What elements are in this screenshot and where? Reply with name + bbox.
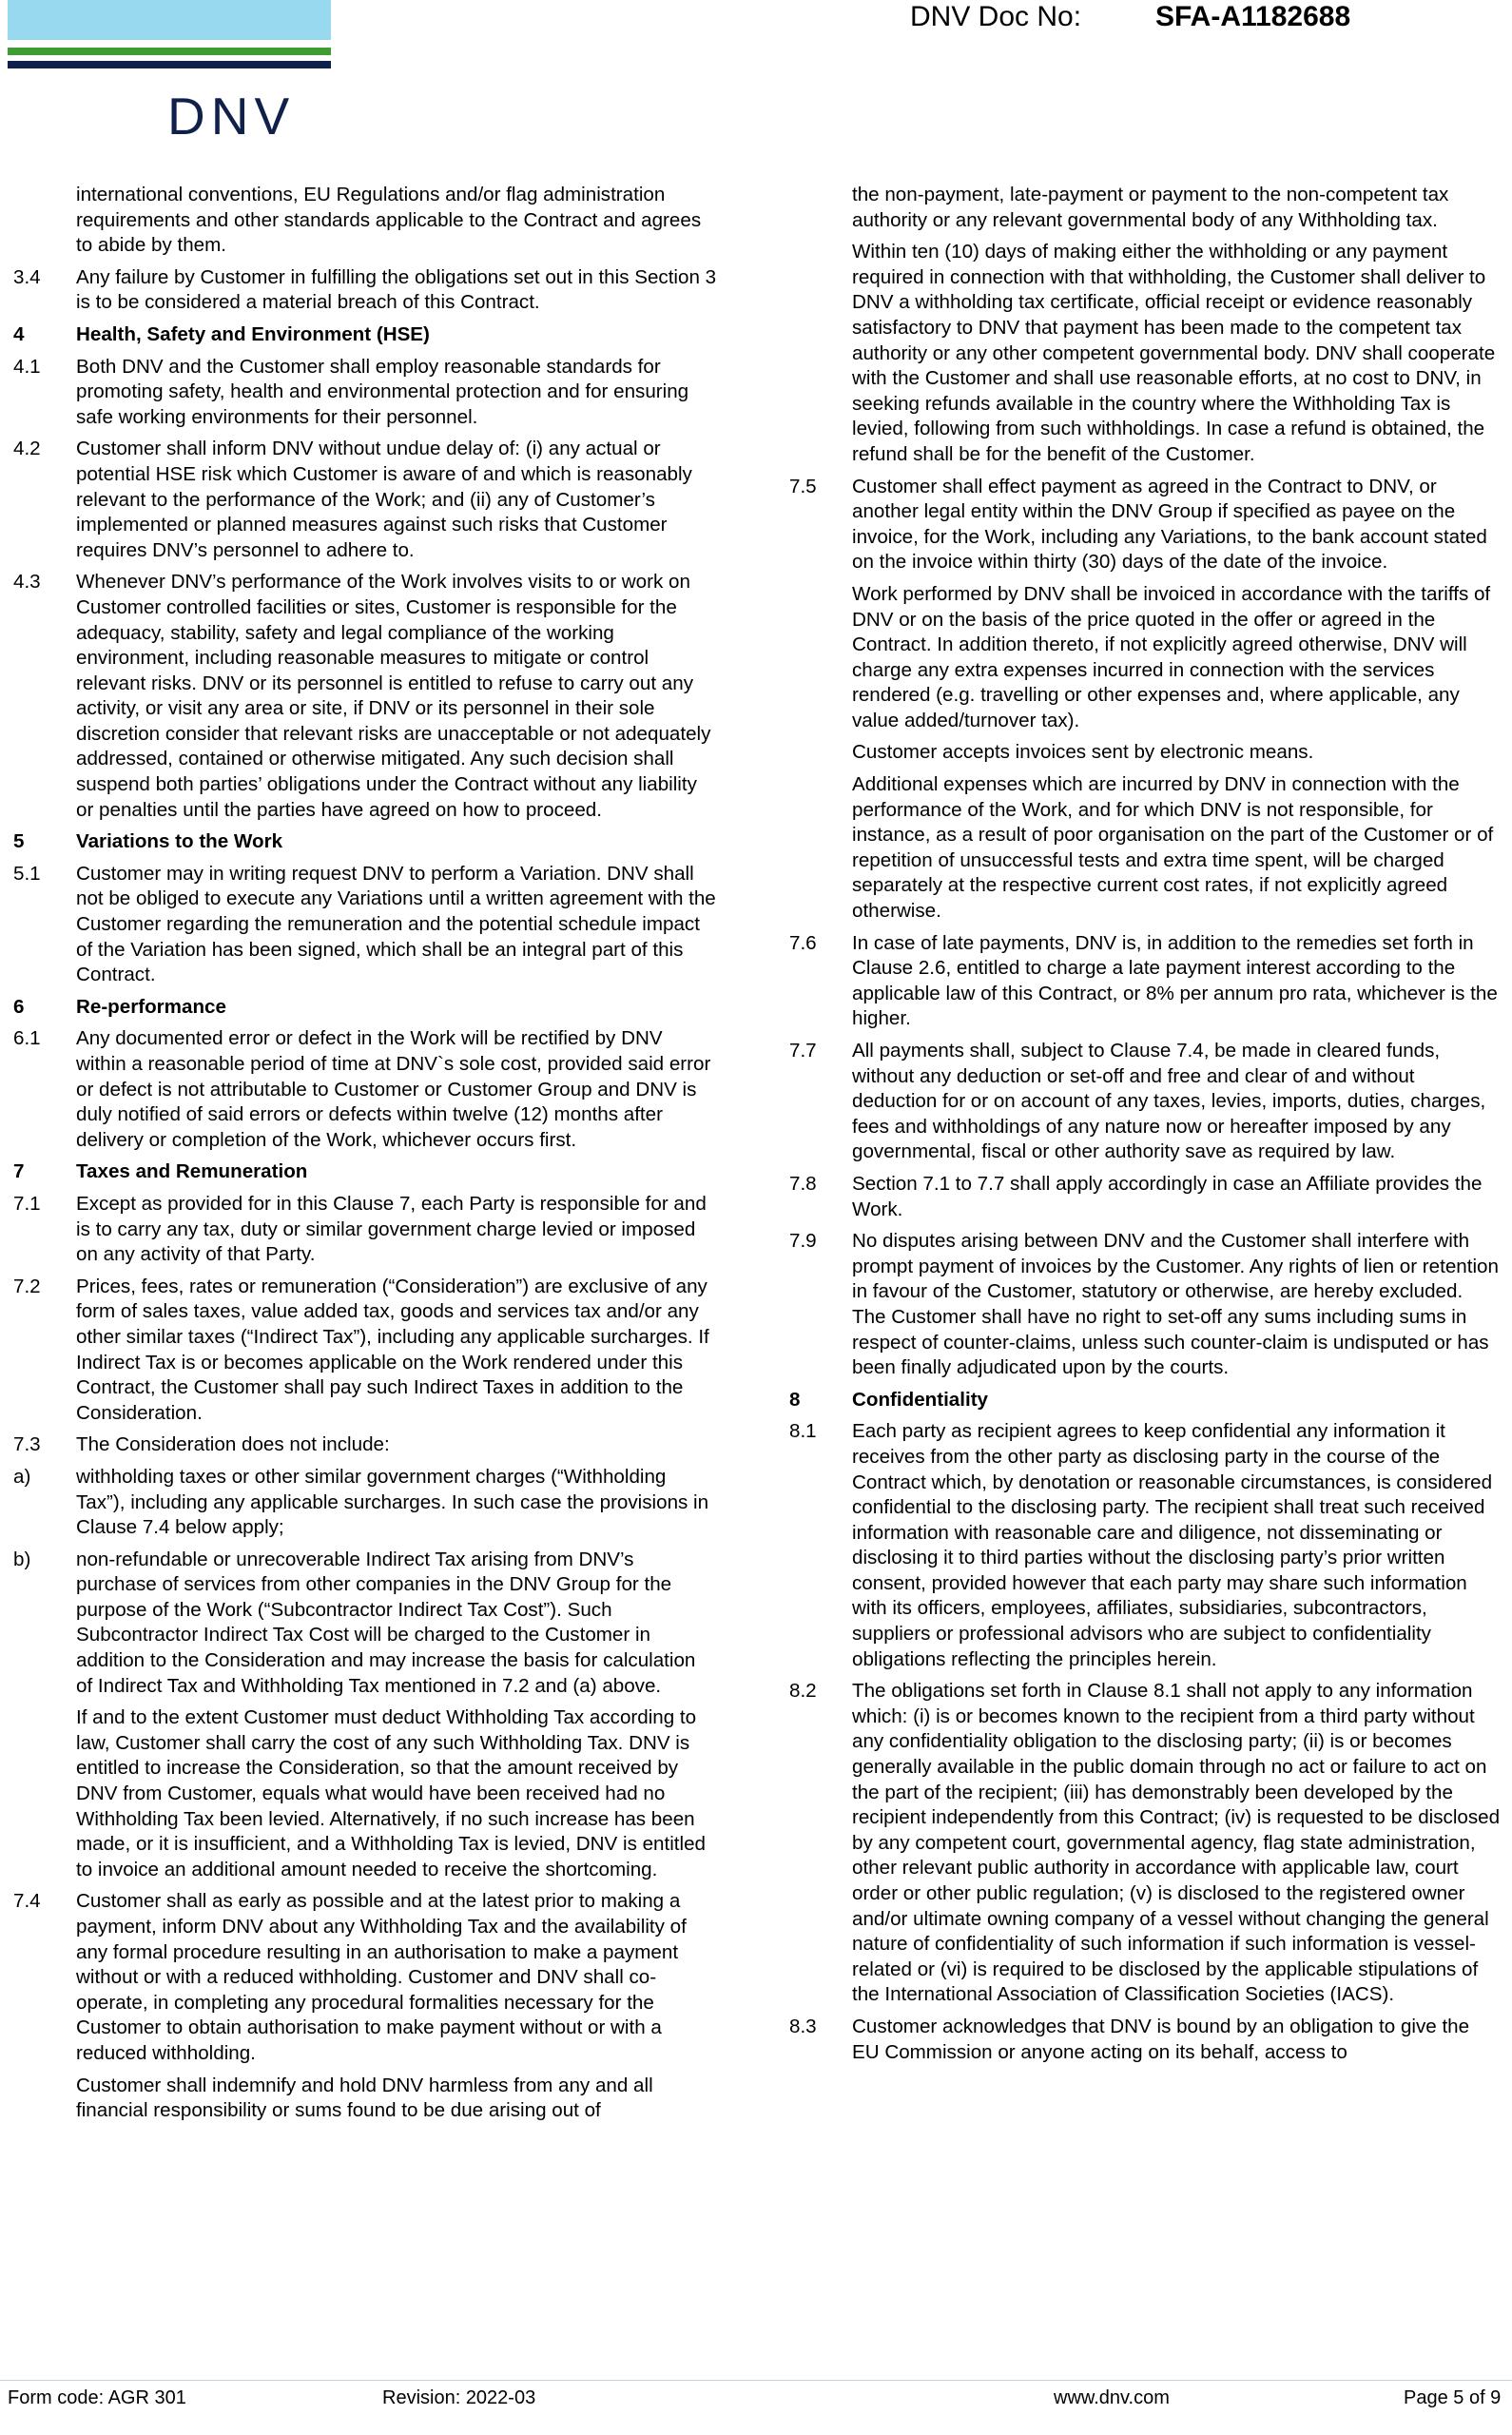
- clause-text: Any documented error or defect in the Work will be rectified by DNV within a reasonable period of time at DNV`s sole cost, provided said error or defect is not attributable to Customer or Customer Group and DNV is duly notified of said errors or defects within twelve (12) months after delivery or completion of the Work, whichever occurs first.: [76, 1027, 711, 1151]
- clause-paragraph: [789, 772, 1501, 925]
- clause-number: 7.9: [789, 1230, 817, 1253]
- clause-number: 7.2: [13, 1275, 41, 1297]
- clause-paragraph: [13, 1465, 717, 1541]
- clause-text: No disputes arising between DNV and the Customer shall interfere with prompt payment of invoices by the Customer. Any rights of lien or retention in favour of the Customer, statutory or otherwise, are hereby excluded. The Customer shall have no right to set-off any sums including sums in respect of counter-claims, unless such counter-claim is undisputed or has been finally adjudicated upon by the courts.: [852, 1230, 1499, 1379]
- clause-paragraph: [13, 265, 717, 316]
- clause-paragraph: [789, 183, 1501, 233]
- clause-paragraph: [789, 1039, 1501, 1165]
- clause-text: Any failure by Customer in fulfilling the obligations set out in this Section 3 is to be considered a material breach of this Contract.: [76, 265, 717, 314]
- clause-text: Customer shall effect payment as agreed in the Contract to DNV, or another legal entity within the DNV Group if specified as payee on the invoice, for the Work, including any Variations, to the bank account stated on the invoice within thirty (30) days of the date of the invoice.: [852, 475, 1487, 574]
- clause-number: 7.6: [789, 931, 817, 954]
- clause-number: 4.2: [13, 438, 41, 460]
- clause-text: Additional expenses which are incurred by DNV in connection with the performance of the Work, and for which DNV is not responsible, for instance, as a result of poor organisation on the part of the Customer or of repetition of unsuccessful tests and extra time spent, will be charged separately at the respective current cost rates, if not explicitly agreed otherwise.: [852, 773, 1494, 923]
- clause-paragraph: [13, 1192, 717, 1268]
- footer-revision: Revision: 2022-03: [382, 2387, 536, 2408]
- clause-number: 4.1: [13, 355, 41, 378]
- doc-number: [910, 0, 1351, 34]
- clause-text: the non-payment, late-payment or payment to the non-competent tax authority or any relevant governmental body of any Withholding tax.: [852, 184, 1449, 231]
- footer-page-number: Page 5 of 9: [1404, 2387, 1502, 2408]
- clause-text: Both DNV and the Customer shall employ reasonable standards for promoting safety, health and environmental protection and for ensuring safe working environments for their personnel.: [76, 355, 689, 428]
- clause-paragraph: [13, 355, 717, 431]
- clause-paragraph: [13, 1705, 717, 1882]
- clause-paragraph: [789, 931, 1501, 1032]
- clause-paragraph: [789, 1172, 1501, 1222]
- clause-number: 8: [789, 1388, 801, 1411]
- clause-text: In case of late payments, DNV is, in addition to the remedies set forth in Clause 2.6, entitled to charge a late payment interest according to the applicable law of this Contract, or 8% per annum pro rata, whichever is the higher.: [852, 931, 1498, 1030]
- clause-text: Re-performance: [76, 995, 226, 1018]
- clause-paragraph: [13, 1432, 717, 1458]
- footer-form-code: Form code: AGR 301: [8, 2387, 186, 2408]
- clause-paragraph: [789, 2015, 1501, 2065]
- section-heading: [13, 829, 717, 855]
- clause-number: b): [13, 1548, 31, 1570]
- clause-text: Prices, fees, rates or remuneration (“Consideration”) are exclusive of any form of sales taxes, value added tax, goods and services tax and/or any other similar taxes (“Indirect Tax”), including any applicable surcharges. If Indirect Tax is or becomes applicable on the Work rendered under this Contract, the Customer shall pay such Indirect Taxes in addition to the Consideration.: [76, 1275, 709, 1424]
- section-heading: [13, 322, 717, 348]
- clause-number: 8.3: [789, 2015, 817, 2037]
- clause-text: Within ten (10) days of making either the withholding or any payment required in connection with that withholding, the Customer shall deliver to DNV a withholding tax certificate, official receipt or evidence reasonably satisfactory to DNV that payment has been made to the competent tax authority or any other competent governmental body. DNV shall cooperate with the Customer and shall use reasonable efforts, at no cost to DNV, in seeking refunds available in the country where the Withholding Tax is levied, following from such withholdings. In case a refund is obtained, the refund shall be for the benefit of the Customer.: [852, 241, 1496, 465]
- clause-paragraph: [789, 1419, 1501, 1672]
- clause-number: 7.8: [789, 1172, 817, 1195]
- clause-paragraph: [13, 1548, 717, 1700]
- clause-number: 7.7: [789, 1040, 817, 1062]
- clause-text: Customer accepts invoices sent by electronic means.: [852, 741, 1314, 764]
- section-heading: [13, 1159, 717, 1185]
- clause-text: Customer shall as early as possible and at the latest prior to making a payment, inform DNV about any Withholding Tax and the availability of any formal procedure resulting in an authorisation to make a payment without or with a reduced withholding. Customer and DNV shall co-operate, in completing any procedural formalities necessary for the Customer to obtain authorisation to make payment without or with a reduced withholding.: [76, 1890, 687, 2064]
- clause-number: 6: [13, 995, 25, 1018]
- left-column: [13, 183, 717, 2131]
- clause-text: Taxes and Remuneration: [76, 1160, 308, 1183]
- doc-number-value: SFA-A1182688: [1155, 1, 1351, 32]
- clause-paragraph: [789, 1679, 1501, 2008]
- clause-text: Whenever DNV’s performance of the Work involves visits to or work on Customer controlled facilities or sites, Customer is responsible for the adequacy, stability, safety and legal compliance of the working environment, including reasonable measures to mitigate or control relevant risks. DNV or its personnel is entitled to refuse to carry out any activity, or visit any area or site, if DNV or its personnel in their sole discretion consider that relevant risks are unacceptable or not adequately addressed, contained or otherwise mitigated. Any such decision shall suspend both parties’ obligations under the Contract without any liability or penalties until the parties have agreed on how to proceed.: [76, 571, 711, 821]
- logo-sky-band: [8, 0, 331, 40]
- right-column: [789, 183, 1501, 2072]
- clause-text: international conventions, EU Regulations and/or flag administration requirements and other standards applicable to the Contract and agrees to abide by them.: [76, 184, 702, 257]
- section-heading: [789, 1388, 1501, 1413]
- clause-paragraph: [13, 1889, 717, 2066]
- section-heading: [13, 995, 717, 1021]
- clause-text: Customer may in writing request DNV to perform a Variation. DNV shall not be obliged to execute any Variations until a written agreement with the Customer regarding the remuneration and the potential schedule impact of the Variation has been signed, which shall be an integral part of this Contract.: [76, 862, 716, 986]
- footer-website: www.dnv.com: [1054, 2387, 1170, 2408]
- clause-number: 4: [13, 322, 25, 345]
- clause-text: All payments shall, subject to Clause 7.4, be made in cleared funds, without any deduction or set-off and free and clear of and without deduction for or on account of any taxes, levies, imports, duties, charges, fees and withholdings of any nature now or hereafter imposed by any governmental, fiscal or other authority save as required by law.: [852, 1040, 1486, 1163]
- logo-green-band: [8, 48, 331, 55]
- clause-paragraph: [13, 570, 717, 823]
- clause-paragraph: [13, 1026, 717, 1153]
- clause-text: The Consideration does not include:: [76, 1433, 390, 1456]
- clause-text: Work performed by DNV shall be invoiced in accordance with the tariffs of DNV or on the basis of the price quoted in the offer or agreed in the Contract. In addition thereto, if not explicitly agreed otherwise, DNV will charge any extra expenses incurred in connection with the services rendered (e.g. travelling or other expenses and, where applicable, any value added/turnover tax).: [852, 582, 1491, 731]
- clause-text: Customer shall inform DNV without undue delay of: (i) any actual or potential HSE risk which Customer is aware of and which is reasonably relevant to the performance of the Work; and (ii) any of Customer’s implemented or planned measures against such risks that Customer requires DNV’s personnel to adhere to.: [76, 438, 692, 561]
- clause-text: Each party as recipient agrees to keep confidential any information it receives from the other party as disclosing party in the course of the Contract which, by denotation or reasonable circumstances, is considered confidential to the disclosing party. The recipient shall treat such received information with reasonable care and diligence, not disseminating or disclosing it to third parties without the disclosing party’s prior written consent, provided however that each party may share such information with its officers, employees, affiliates, subsidiaries, subcontractors, suppliers or professional advisors who are subject to confidentiality obligations reflecting the principles herein.: [852, 1420, 1493, 1670]
- clause-text: withholding taxes or other similar government charges (“Withholding Tax”), including any applicable surcharges. In such case the provisions in Clause 7.4 below apply;: [76, 1465, 709, 1539]
- clause-paragraph: [13, 2074, 717, 2124]
- clause-text: Confidentiality: [852, 1388, 989, 1411]
- clause-text: Customer acknowledges that DNV is bound by an obligation to give the EU Commission or anyone acting on its behalf, access to: [852, 2015, 1470, 2063]
- clause-paragraph: [13, 862, 717, 988]
- logo-navy-band: [8, 61, 331, 68]
- clause-number: 3.4: [13, 265, 41, 288]
- clause-text: Health, Safety and Environment (HSE): [76, 322, 430, 345]
- clause-number: 7.4: [13, 1890, 41, 1913]
- clause-number: a): [13, 1465, 31, 1488]
- doc-number-label: DNV Doc No:: [910, 1, 1082, 32]
- clause-paragraph: [789, 240, 1501, 467]
- clause-paragraph: [789, 582, 1501, 734]
- clause-number: 8.1: [789, 1420, 817, 1443]
- clause-number: 8.2: [789, 1680, 817, 1703]
- clause-number: 7.5: [789, 475, 817, 497]
- clause-paragraph: [13, 1275, 717, 1427]
- clause-number: 6.1: [13, 1027, 41, 1050]
- clause-paragraph: [789, 1229, 1501, 1381]
- clause-text: Section 7.1 to 7.7 shall apply accordingly in case an Affiliate provides the Work.: [852, 1172, 1483, 1220]
- clause-text: If and to the extent Customer must deduct Withholding Tax according to law, Customer shall carry the cost of any such Withholding Tax. DNV is entitled to increase the Consideration, so that the amount received by DNV from Customer, equals what would have been received had no Withholding Tax been levied. Alternatively, if no such increase has been made, or it is insufficient, and a Withholding Tax is levied, DNV is entitled to invoice an additional amount needed to receive the shortcoming.: [76, 1706, 706, 1880]
- clause-number: 5.1: [13, 862, 41, 885]
- clause-text: The obligations set forth in Clause 8.1 shall not apply to any information which: (i) is or becomes known to the recipient from a third party without any confidentiality obligation to the disclosing party; (ii) is or becomes generally available in the public domain through no act or failure to act on the part of the recipient; (iii) has demonstrably been developed by the recipient independently from this Contract; (iv) is requested to be disclosed by any competent court, governmental agency, flag state administration, other relevant public authority in accordance with applicable law, court order or other public regulation; (v) is disclosed to the registered owner and/or ultimate owning company of a vessel without changing the general nature of confidentiality of such information if such information is vessel-related or (vi) is required to be disclosed by the applicable stipulations of the International Association of Classification Societies (IACS).: [852, 1680, 1501, 2006]
- clause-paragraph: [13, 183, 717, 259]
- clause-number: 5: [13, 830, 25, 853]
- clause-text: non-refundable or unrecoverable Indirect Tax arising from DNV’s purchase of services from other companies in the DNV Group for the purpose of the Work (“Subcontractor Indirect Tax Cost”). Such Subcontractor Indirect Tax Cost will be charged to the Customer in addition to the Consideration and may increase the basis for calculation of Indirect Tax and Withholding Tax mentioned in 7.2 and (a) above.: [76, 1548, 696, 1697]
- logo-wordmark: DNV: [167, 87, 296, 146]
- clause-text: Customer shall indemnify and hold DNV harmless from any and all financial responsibility or sums found to be due arising out of: [76, 2074, 653, 2122]
- clause-paragraph: [789, 740, 1501, 766]
- clause-number: 7.1: [13, 1192, 41, 1215]
- footer-divider: [0, 2380, 1512, 2381]
- clause-paragraph: [13, 437, 717, 563]
- clause-paragraph: [789, 475, 1501, 575]
- dnv-logo: [8, 0, 331, 146]
- clause-text: Except as provided for in this Clause 7, each Party is responsible for and is to carry any tax, duty or similar government charge levied or imposed on any activity of that Party.: [76, 1192, 707, 1266]
- clause-number: 4.3: [13, 571, 41, 594]
- clause-number: 7.3: [13, 1433, 41, 1456]
- clause-text: Variations to the Work: [76, 830, 283, 853]
- clause-number: 7: [13, 1160, 25, 1183]
